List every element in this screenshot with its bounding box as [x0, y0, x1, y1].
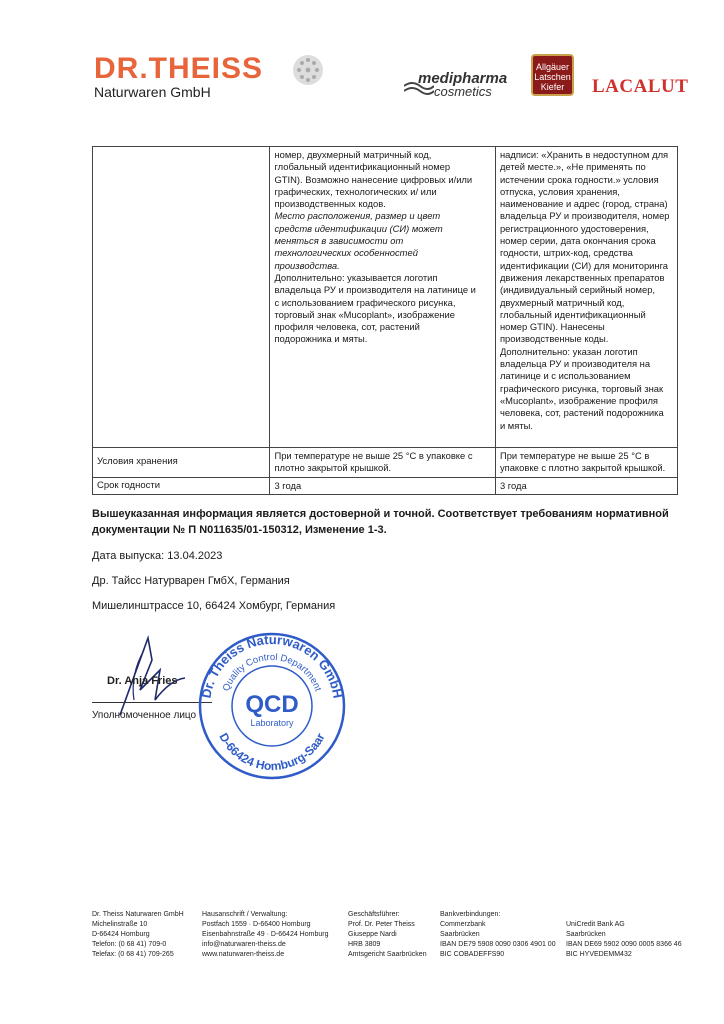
footer-col-1 — [92, 910, 184, 960]
footer-line: UniCredit Bank AG — [566, 921, 625, 928]
text-line: владельца РУ и производителя на латинице и — [274, 284, 476, 296]
company-address: Мишелинштрассе 10, 66424 Хомбург, Германия — [92, 600, 336, 612]
text-line: меняться в зависимости от — [274, 235, 404, 247]
table-cell: 3 года — [270, 477, 495, 494]
stamp-center-subtext: Laboratory — [250, 718, 294, 728]
stamp-inner-text: Quality Control Department — [220, 651, 324, 693]
text-line: технологических особенностей — [274, 247, 418, 259]
signature-line — [92, 702, 212, 703]
text-line: средств идентификации (СИ) может — [274, 222, 443, 234]
footer-col-2 — [202, 910, 328, 960]
footer-line: HRB 3809 — [348, 941, 381, 948]
stamp-outer-text: Dr. Theiss Naturwaren GmbH — [198, 631, 346, 700]
stamp-bottom-text: D-66424 Homburg-Saar — [216, 730, 328, 774]
signatory-name: Dr. Anja Fries — [107, 675, 178, 687]
table-row — [93, 477, 678, 494]
text-line: При температуре не выше 25 °С в — [499, 450, 650, 461]
footer-line: Bankverbindungen: — [440, 911, 501, 918]
text-line: движения лекарственных препаратов — [499, 271, 665, 283]
text-line: «Mucoplant», изображение профиля — [499, 394, 659, 406]
text-line: номер GTIN). Нанесены — [499, 321, 605, 333]
text-line: наименование и адрес (город, страна) — [499, 198, 668, 210]
text-line: двухмерный матричный код, — [499, 296, 625, 308]
text-line: глобальный идентификационный — [499, 308, 646, 320]
statement-line-1: Вышеуказанная информация является достоверной и точной. Соответствует требованиям нормативной — [92, 508, 669, 520]
footer-line: Eisenbahnstraße 49 · D-66424 Homburg — [202, 931, 329, 938]
allgauer-line: Kiefer — [540, 82, 565, 92]
text-line: упаковке с плотно закрытой крышкой. — [499, 462, 666, 474]
text-line: производственные коды. — [499, 333, 609, 345]
text-line: При температуре не выше 25 °С в упаковке с — [274, 450, 473, 461]
text-line: Дополнительно: указывается логотип — [274, 271, 438, 283]
text-line: идентификации (СИ) для мониторинга — [499, 259, 669, 271]
signatory-title: Уполномоченное лицо — [92, 710, 197, 721]
footer-line: Telefax: (0 68 41) 709-265 — [92, 951, 174, 958]
release-date: Дата выпуска: 13.04.2023 — [92, 550, 223, 562]
text-line: торговый знак «Mucoplant», изображение — [274, 308, 455, 320]
text-line: детей месте.», «Не применять по — [499, 161, 646, 173]
text-line: владельца РУ и производителя, номер — [499, 210, 670, 222]
footer-line: Postfach 1559 · D-66400 Homburg — [202, 921, 311, 928]
text-line: Дополнительно: указан логотип — [499, 345, 638, 357]
allgauer-line: Latschen — [534, 72, 571, 82]
footer-col-5 — [566, 920, 682, 960]
footer-col-3 — [348, 910, 427, 960]
text-line: графического рисунка, торговый знак — [499, 382, 664, 394]
text-line: глобальный идентификационный номер — [274, 161, 451, 173]
medipharma-logo — [404, 72, 524, 102]
footer-line: Michelinstraße 10 — [92, 921, 148, 928]
table-cell: 3 года — [495, 477, 677, 494]
footer-line: Amtsgericht Saarbrücken — [348, 951, 427, 958]
row-label-storage: Условия хранения — [93, 448, 270, 478]
footer-line: BIC COBADEFFS90 — [440, 951, 505, 958]
footer-line: Prof. Dr. Peter Theiss — [348, 921, 415, 928]
allgauer-line: Allgäuer — [535, 62, 570, 72]
company-name: Др. Тайсс Натурварен ГмбХ, Германия — [92, 575, 290, 587]
text-line: профиля человека, сот, растений — [274, 321, 420, 333]
allgauer-logo — [531, 54, 574, 96]
text-line: владельца РУ и производителя на — [499, 358, 651, 370]
footer-col-4 — [440, 910, 556, 960]
footer-line: Commerzbank — [440, 921, 486, 928]
text-line: плотно закрытой крышкой. — [274, 462, 392, 474]
table-cell — [495, 448, 677, 478]
qcd-stamp — [196, 630, 348, 782]
text-line: регистрационного удостоверения, — [499, 222, 649, 234]
medipharma-line2: cosmetics — [434, 84, 492, 99]
footer-line: www.naturwaren-theiss.de — [202, 951, 285, 958]
text-line: производственных кодов. — [274, 198, 386, 210]
footer-line: Geschäftsführer: — [348, 911, 400, 918]
text-line: (индивидуальный серийный номер, — [499, 284, 656, 296]
lacalut-logo: LACALUT — [592, 76, 689, 97]
text-line: с использованием графического рисунка, — [274, 296, 456, 308]
text-line: человека, сот, растений подорожника — [499, 407, 664, 419]
table-cell — [270, 448, 495, 478]
footer-line: Dr. Theiss Naturwaren GmbH — [92, 911, 184, 918]
text-line: отпуска, условия хранения, — [499, 185, 620, 197]
text-line: производства. — [274, 259, 340, 271]
text-line: Место расположения, размер и цвет — [274, 210, 441, 222]
text-line: надписи: «Хранить в недоступном для — [499, 149, 669, 160]
text-line: и мяты. — [499, 419, 533, 431]
text-line: графических, технологических и/ или — [274, 185, 437, 197]
text-line: номер, двухмерный матричный код, — [274, 149, 432, 160]
row-label-shelf-life: Срок годности — [93, 477, 270, 494]
text-line: GTIN). Возможно нанесение цифровых и/или — [274, 173, 473, 185]
text-line: подорожника и мяты. — [274, 333, 368, 345]
statement-line-2: документации № П N011635/01-150312, Изменение 1-3. — [92, 524, 387, 536]
footer-line: Telefon: (0 68 41) 709-0 — [92, 941, 167, 948]
footer-line: IBAN DE69 5902 0090 0005 8366 46 — [566, 941, 682, 948]
stamp-center-text: QCD — [245, 691, 299, 718]
footer-line: Saarbrücken — [566, 931, 606, 938]
table-row — [93, 147, 678, 448]
text-line: номер серии, дата окончания срока — [499, 235, 656, 247]
text-line: истечении срока годности.» условия — [499, 173, 659, 185]
text-line: годности, штрих-код, средства — [499, 247, 633, 259]
footer-line: D-66424 Homburg — [92, 931, 150, 938]
footer-line: BIC HYVEDEMM432 — [566, 951, 632, 958]
footer-line: Giuseppe Nardi — [348, 931, 397, 938]
footer-line: IBAN DE79 5908 0090 0306 4901 00 — [440, 941, 556, 948]
text-line: латинице и с использованием — [499, 370, 631, 382]
product-info-table — [92, 146, 678, 495]
brand-disc-icon — [292, 54, 324, 86]
medipharma-line1: medipharma — [418, 70, 508, 87]
brand-subtitle: Naturwaren GmbH — [94, 84, 211, 100]
table-cell — [270, 147, 495, 448]
footer-line: info@naturwaren-theiss.de — [202, 941, 286, 948]
footer-line: Hausanschrift / Verwaltung: — [202, 911, 288, 918]
table-cell — [495, 147, 677, 448]
brand-logo-text: DR.THEISS — [94, 52, 264, 85]
footer-line: Saarbrücken — [440, 931, 480, 938]
table-row — [93, 448, 678, 478]
